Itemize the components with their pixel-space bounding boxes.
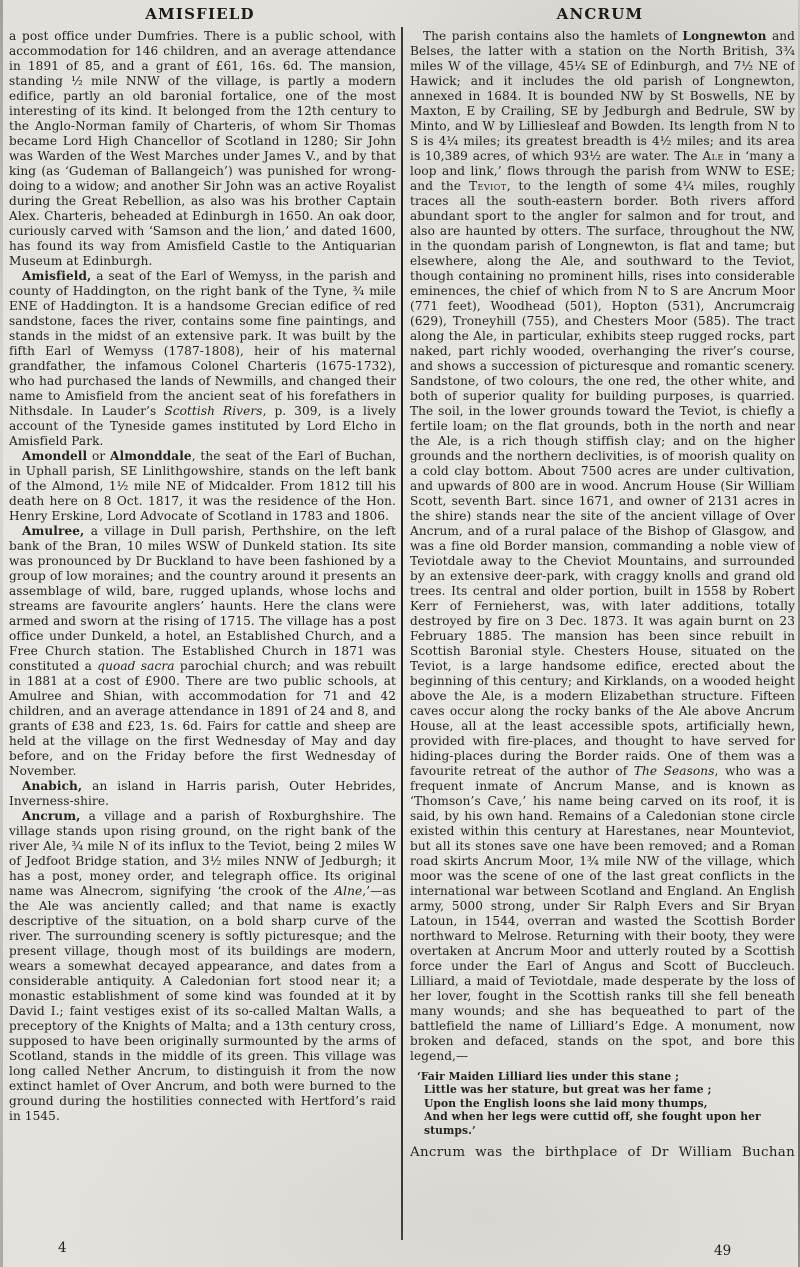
text-segment: and Belses, the latter with a station on the North British, 3¾ miles W of the village, 45¼ SE of Edinburgh, and 7½ NE of Hawick; and it includes the old parish of Longnewton, annexed in 1684. It is bounded NW by St Boswells, NE by Maxton, E by Crailing, SE by Jedburgh and Bedrule, SW by Minto, and W by Lilliesleaf and Bowden. Its length from N to S is 4¼ miles; its greatest breadth is 4½ miles; and its area is 10,389 acres, of which 93½ are water. The <box>410 29 795 163</box>
text-segment: Amondell <box>22 449 88 463</box>
paragraph <box>9 449 396 524</box>
paragraph <box>9 809 396 1124</box>
text-segment: Scottish Rivers <box>164 404 263 418</box>
text-segment: , the seat of the Earl of Buchan, in Uphall parish, SE Linlithgowshire, stands on the left bank of the Almond, 1½ mile NE of Midcalder. From 1812 till his death here on 8 Oct. 1817, it was the residence of the Hon. Henry Erskine, Lord Advocate of Scotland in 1783 and 1806. <box>9 449 396 523</box>
text-segment: Longnewton <box>682 29 767 43</box>
poem-line: And when her legs were cuttid off, she fought upon her stumps.’ <box>424 1110 761 1137</box>
text-segment: , to the length of some 4¼ miles, roughly traces all the south-eastern border. Both rivers afford abundant sport to the angler for salmon and for trout, and also are haunted by otters. The surface, throughout the NW, in the quondam parish of Longnewton, is flat and tame; but elsewhere, along the Ale, and southward to the Teviot, though containing no prominent hills, rises into considerable eminences, the chief of which from N to S are Ancrum Moor (771 feet), Woodhead (501), Hopton (531), Ancrumcraig (629), Troneyhill (755), and Chesters Moor (585). The tract along the Ale, in particular, exhibits steep rugged rocks, part naked, part richly wooded, overhanging the river’s course, and shows a succession of picturesque and romantic scenery. Sandstone, of two colours, the one red, the other white, and both of superior quality for building purposes, is quarried. The soil, in the lower grounds toward the Teviot, is chiefly a fertile loam; on the flat grounds, both in the north and near the Ale, is a rich though stiffish clay; and on the higher grounds and the northern declivities, is of moorish quality on a cold clay bottom. About 7500 acres are under cultivation, and upwards of 800 are in wood. Ancrum House (Sir William Scott, seventh Bart. since 1671, and owner of 2131 acres in the shire) stands near the site of the ancient village of Over Ancrum, and of a rural palace of the Bishop of Glasgow, and was a fine old Border mansion, commanding a noble view of Teviotdale away to the Cheviot Mountains, and surrounded by an extensive deer-park, with craggy knolls and grand old trees. Its central and older portion, built in 1558 by Robert Kerr of Fernieherst, was, with later additions, totally destroyed by fire on 3 Dec. 1873. It was again burnt on 23 February 1885. The mansion has been since rebuilt in Scottish Baronial style. Chesters House, situated on the Teviot, is a large handsome edifice, erected about the beginning of this century; and Kirklands, on a wooded height above the Ale, is a modern Elizabethan structure. Fifteen caves occur along the rocky banks of the Ale above Ancrum House, all at the least accessible spots, artificially hewn, provided with fire-places, and thought to have served for hiding-places during the Border raids. One of them was a favourite retreat of the author of <box>410 179 795 778</box>
text-segment: , p. 309, is a lively account of the Tyneside games instituted by Lord Elcho in Amisfield Park. <box>9 404 396 448</box>
text-segment: Almonddale <box>110 449 192 463</box>
text-segment: Anabich, <box>22 779 83 793</box>
paragraph <box>9 29 396 269</box>
text-segment: parochial church; and was rebuilt in 1881 at a cost of £900. There are two public schools, at Amulree and Shian, with accommodation for 71 and 42 children, and an average attendance in 1891 of 24 and 8, and grants of £38 and £23, 1s. 6d. Fairs for cattle and sheep are held at the village on the first Wednesday of May and day before, and on the Friday before the first Wednesday of November. <box>9 659 396 778</box>
text-segment: Amisfield, <box>22 269 92 283</box>
text-segment: in ‘many a loop and link,’ flows through the parish from WNW to ESE; and the <box>410 149 795 193</box>
right-running-head: ANCRUM <box>556 5 644 23</box>
paragraph <box>410 29 795 1064</box>
text-segment: a village and a parish of Roxburghshire. The village stands upon rising ground, on the right bank of the river Ale, ¾ mile N of its influx to the Teviot, being 2 miles W of Jedfoot Bridge station, and 3½ miles NNW of Jedburgh; it has a post, money order, and telegraph office. Its original name was Alnecrom, signifying ‘the crook of the <box>9 809 396 898</box>
text-segment: Ale <box>702 149 724 163</box>
text-segment: The parish contains also the hamlets of <box>423 29 683 43</box>
text-segment: Ancrum, <box>22 809 81 823</box>
text-segment: Alne <box>334 884 363 898</box>
text-segment: Teviot <box>468 179 507 193</box>
text-segment: a post office under Dumfries. There is a public school, with accommodation for 146 children, and an average attendance in 1891 of 85, and a grant of £61, 16s. 6d. The mansion, standing ½ mile NNW of the village, is partly a modern edifice, partly an old baronial fortalice, one of the most interesting of its kind. It belonged from the 12th century to the Anglo-Norman family of Charteris, of whom Sir Thomas became Lord High Chancellor of Scotland in 1280; Sir John was Warden of the West Marches under James V., and by that king (as ‘Gudeman of Ballangeich’) was punished for wrong-doing to a widow; and another Sir John was an active Royalist during the Great Rebellion, as also was his brother Captain Alex. Charteris, beheaded at Edinburgh in 1650. An oak door, curiously carved with ‘Samson and the lion,’ and dated 1600, has found its way from Amisfield Castle to the Antiquarian Museum at Edinburgh. <box>9 29 396 268</box>
paragraph <box>9 269 396 449</box>
paragraph <box>9 779 396 809</box>
text-segment: a village in Dull parish, Perthshire, on the left bank of the Bran, 10 miles WSW of Dunkeld station. Its site was pronounced by Dr Buckland to have been fashioned by a group of low moraines; and the country around it presents an assemblage of wild, bare, rugged uplands, whose lochs and streams are favourite anglers’ haunts. Here the clans were armed and sworn at the rising of 1715. The village has a post office under Dunkeld, a hotel, an Established Church, and a Free Church station. The Established Church in 1871 was constituted a <box>9 524 396 673</box>
poem-line: Upon the English loons she laid mony thumps, <box>424 1096 708 1110</box>
text-segment: ,’—as the Ale was anciently called; and that name is exactly descriptive of the situation, on a bold sharp curve of the river. The surrounding scenery is softly picturesque; and the present village, though most of its buildings are modern, wears a somewhat decayed appearance, and dates from a considerable antiquity. A Caledonian fort stood near it; a monastic establishment of some kind was founded at it by David I.; faint vestiges exist of its so-called Maltan Walls, a preceptory of the Knights of Malta; and a 13th century cross, supposed to have been originally surmounted by the arms of Scotland, stands in the middle of its green. This village was long called Nether Ancrum, to distinguish it from the now extinct hamlet of Over Ancrum, and both were burned to the ground during the hostilities connected with Hertford’s raid in 1545. <box>9 884 396 1123</box>
text-segment: Amulree, <box>22 524 85 538</box>
legend-verse <box>414 1070 795 1137</box>
column-divider-rule <box>401 27 403 1240</box>
text-segment: The Seasons <box>633 764 715 778</box>
poem-line: ‘Fair Maiden Lilliard lies under this stane ; <box>417 1070 680 1083</box>
text-segment: a seat of the Earl of Wemyss, in the parish and county of Haddington, on the right bank of the Tyne, ¾ mile ENE of Haddington. It is a handsome Grecian edifice of red sandstone, faces the river, contains some fine paintings, and stands in the midst of an extensive park. It was built by the fifth Earl of Wemyss (1787-1808), heir of his maternal grandfather, the infamous Colonel Charteris (1675-1732), who had purchased the lands of Newmills, and changed their name to Amisfield from the ancient seat of his forefathers in Nithsdale. In Lauder’s <box>9 269 396 418</box>
poem-line: Little was her stature, but great was her fame ; <box>424 1083 712 1097</box>
left-page-number: 4 <box>58 1240 67 1256</box>
left-text-column <box>9 29 396 1242</box>
paragraph <box>410 1145 795 1160</box>
text-segment: quoad sacra <box>97 659 175 673</box>
right-text-column <box>410 29 795 1242</box>
left-running-head: AMISFIELD <box>145 5 255 23</box>
text-segment: Ancrum was the birthplace of Dr William Buchan <box>410 1145 795 1161</box>
text-segment: or <box>87 449 111 463</box>
text-segment: an island in Harris parish, Outer Hebrides, Inverness-shire. <box>9 779 396 808</box>
right-page-number: 49 <box>714 1243 732 1259</box>
paragraph <box>9 524 396 779</box>
scan-edge-left <box>0 0 3 1267</box>
text-segment: , who was a frequent inmate of Ancrum Manse, and is known as ‘Thomson’s Cave,’ his name being carved on its roof, it is said, by his own hand. Remains of a Caledonian stone circle existed within this century at Harestanes, near Mounteviot, but all its stones save one have been removed; and a Roman road skirts Ancrum Moor, 1¾ mile NW of the village, which moor was the scene of one of the last great conflicts in the international war between Scotland and England. An English army, 5000 strong, under Sir Ralph Evers and Sir Bryan Latoun, in 1544, overran and wasted the Scottish Border northward to Melrose. Returning with their booty, they were overtaken at Ancrum Moor and utterly routed by a Scottish force under the Earl of Angus and Scott of Buccleuch. Lilliard, a maid of Teviotdale, made desperate by the loss of her lover, fought in the Scottish ranks till she fell beneath many wounds; and she has bequeathed to part of the battlefield the name of Lilliard’s Edge. A monument, now broken and defaced, stands on the spot, and bore this legend,— <box>410 764 795 1063</box>
